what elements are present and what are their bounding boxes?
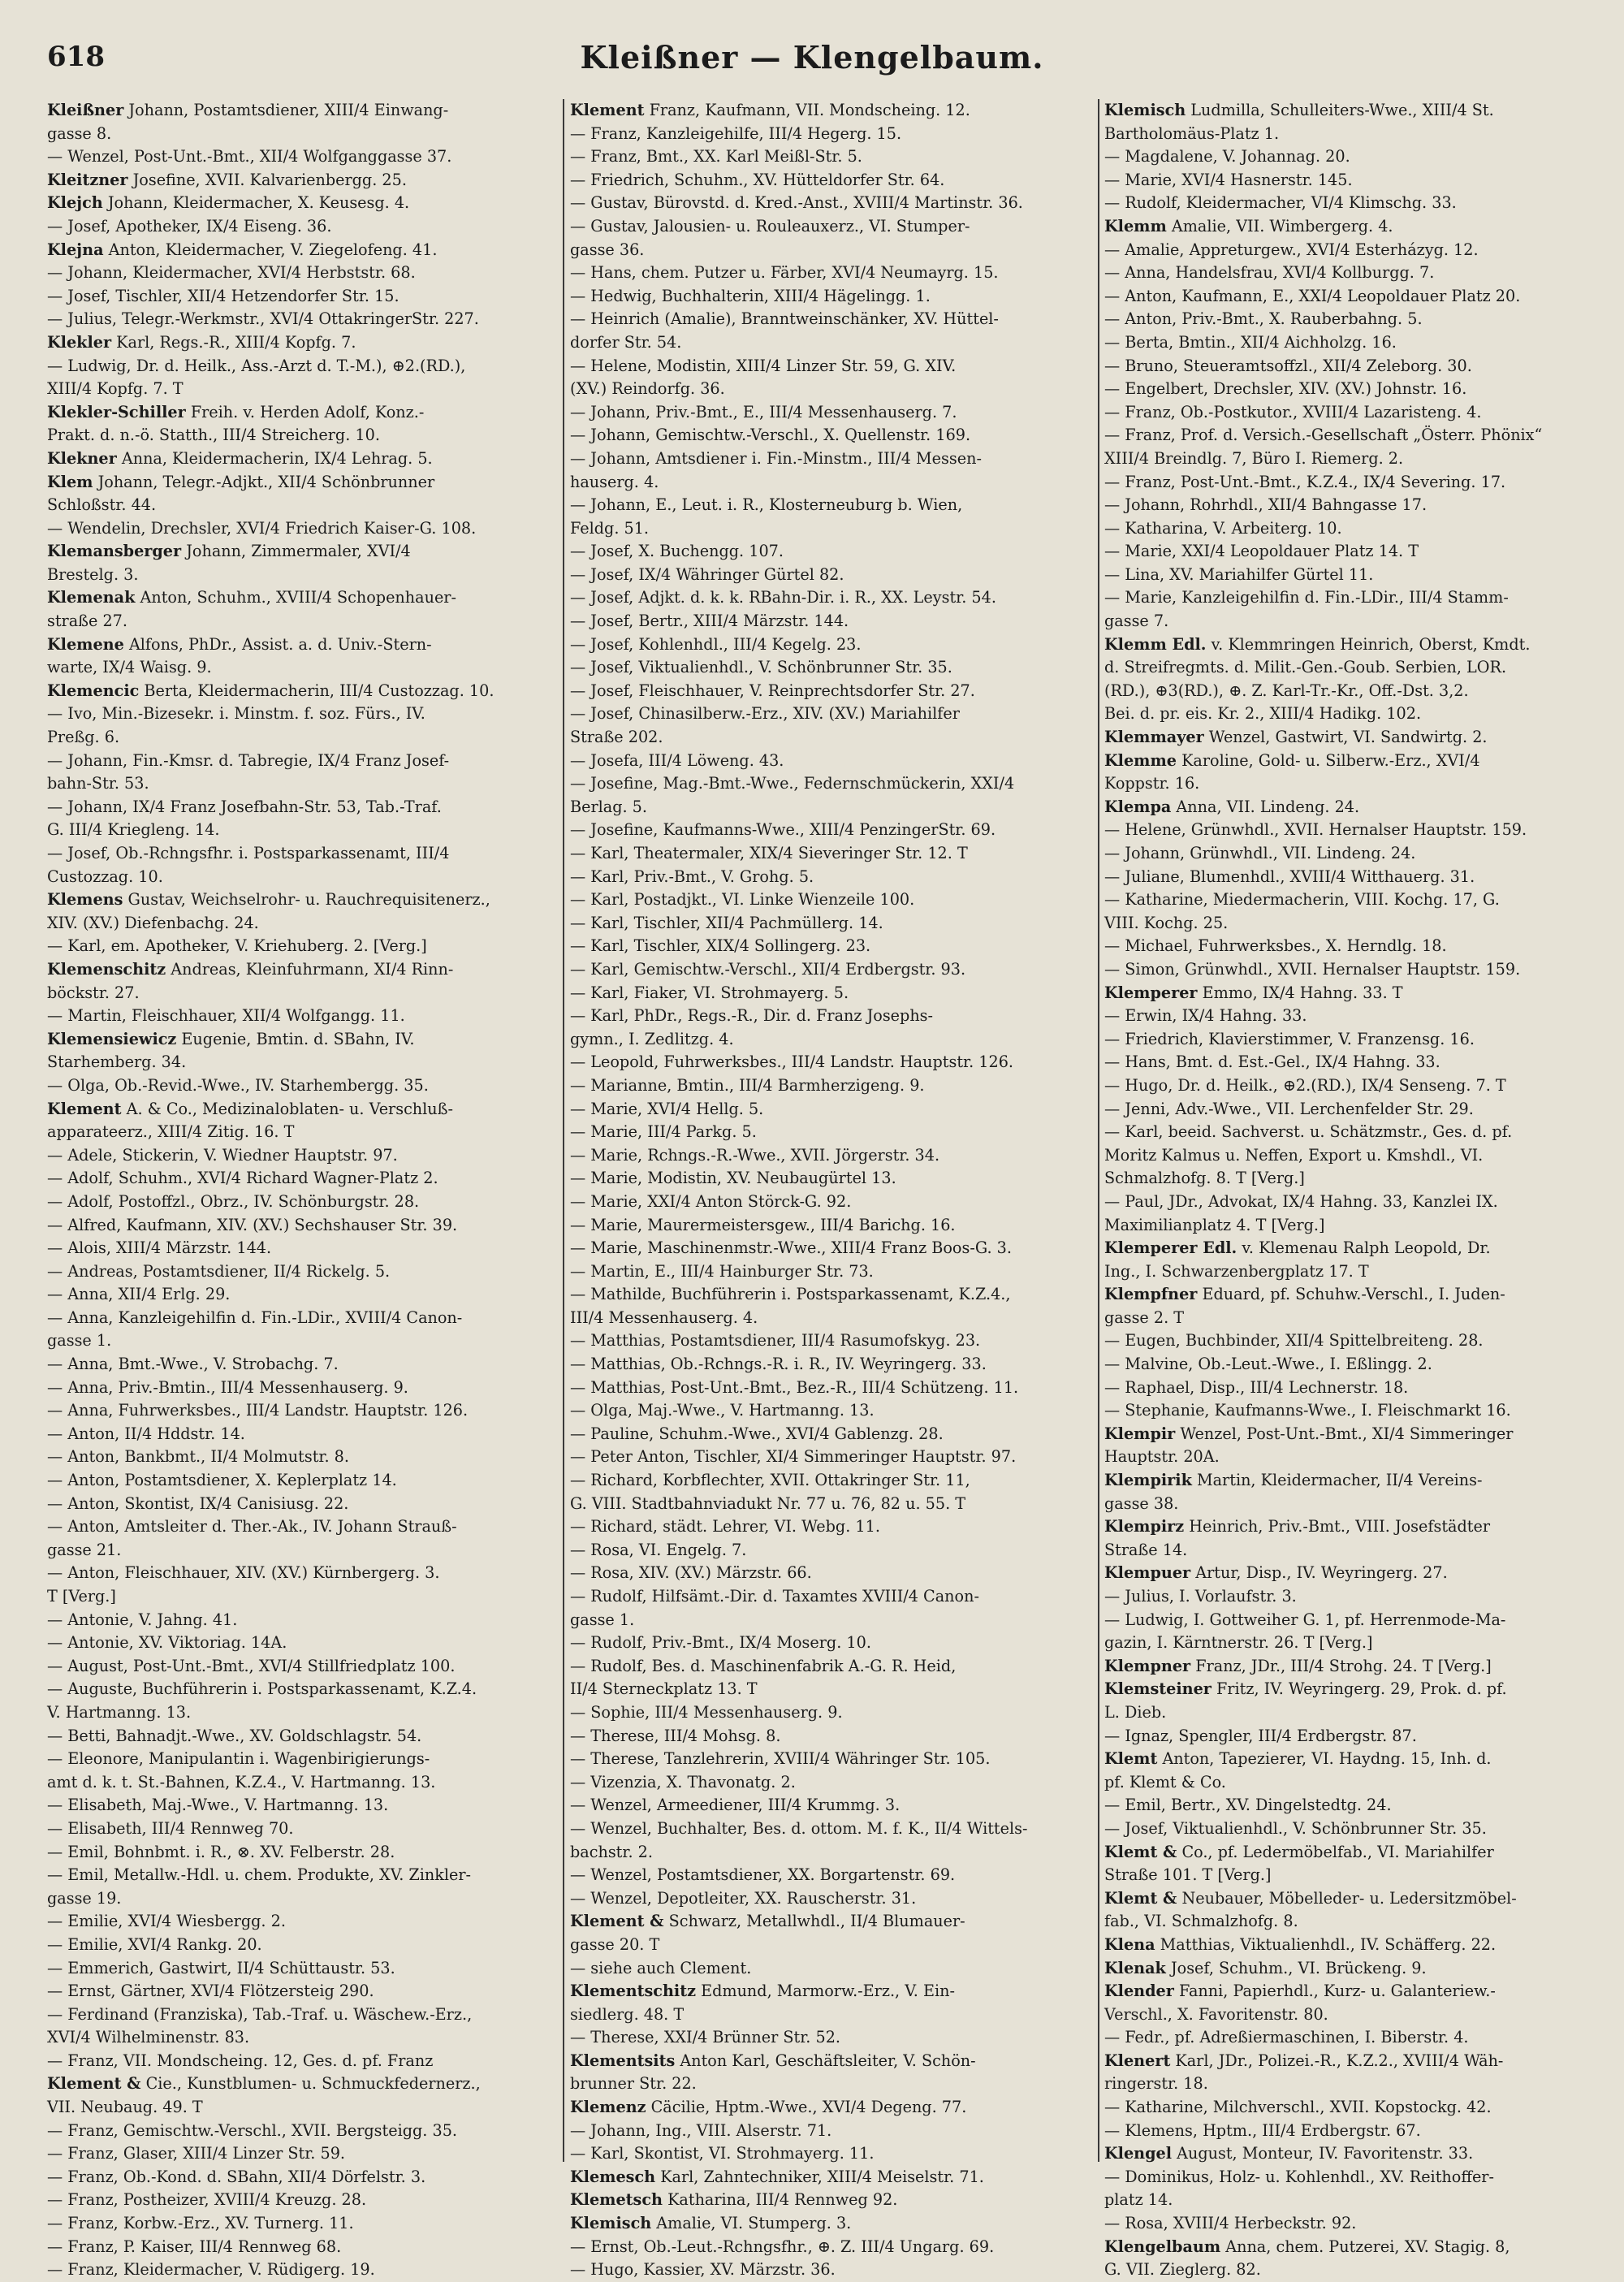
directory-entry-line: Klenert Karl, JDr., Polizei.-R., K.Z.2., XVIII/4 Wäh- — [1104, 2051, 1504, 2070]
directory-entry-line: — Anna, Handelsfrau, XVI/4 Kollburgg. 7. — [1104, 263, 1435, 283]
directory-entry-line: Klemansberger Johann, Zimmermaler, XVI/4 — [47, 542, 411, 561]
directory-entry-line: Maximilianplatz 4. T [Verg.] — [1104, 1215, 1325, 1234]
directory-entry-line: gasse 2. T — [1104, 1307, 1185, 1327]
directory-entry-line: Straße 14. — [1104, 1540, 1188, 1559]
directory-entry-line: Klemsteiner Fritz, IV. Weyringerg. 29, Prok. d. pf. — [1104, 1679, 1507, 1699]
directory-entry-line: — Adele, Stickerin, V. Wiedner Hauptstr. 97. — [47, 1145, 398, 1165]
directory-entry-line: VIII. Kochg. 25. — [1104, 913, 1229, 932]
directory-entry-line: d. Streifregmts. d. Milit.-Gen.-Goub. Serbien, LOR. — [1104, 658, 1507, 677]
directory-entry-line: Klempirik Martin, Kleidermacher, II/4 Vereins- — [1104, 1471, 1483, 1490]
directory-entry-line: — Johann, IX/4 Franz Josefbahn-Str. 53, Tab.-Traf. — [47, 797, 442, 816]
directory-entry-line: gasse 1. — [47, 1331, 112, 1351]
directory-entry-line: (RD.), ⊕3(RD.), ⊕. Z. Karl-Tr.-Kr., Off.-Dst. 3,2. — [1104, 681, 1469, 700]
directory-entry-line: — Marie, XVI/4 Hellg. 5. — [570, 1099, 764, 1118]
directory-entry-line: — Katharina, V. Arbeiterg. 10. — [1104, 518, 1342, 538]
directory-entry-line: — Karl, Theatermaler, XIX/4 Sieveringer Str. 12. T — [570, 844, 968, 862]
directory-entry-line: VII. Neubaug. 49. T — [47, 2098, 203, 2117]
directory-entry-line: — Johann, Amtsdiener i. Fin.-Minstm., III/4 Messen- — [570, 448, 982, 468]
directory-entry-line: — Matthias, Postamtsdiener, III/4 Rasumofskyg. 23. — [570, 1331, 981, 1351]
directory-entry-line: — Josef, Viktualienhdl., V. Schönbrunner Str. 35. — [1104, 1818, 1487, 1838]
directory-entry-line: — Anna, Kanzleigehilfin d. Fin.-LDir., XVIII/4 Canon- — [47, 1307, 463, 1327]
directory-entry-line: — Katharine, Miedermacherin, VIII. Kochg. 17, G. — [1104, 890, 1500, 910]
directory-entry-line: — Therese, Tanzlehrerin, XVIII/4 Währinger Str. 105. — [570, 1749, 991, 1769]
directory-entry-line: Klemens Gustav, Weichselrohr- u. Rauchrequisitenerz., — [47, 890, 490, 910]
directory-entry-line: — Alois, XIII/4 Märzstr. 144. — [47, 1238, 272, 1258]
directory-entry-line: III/4 Messenhauserg. 4. — [570, 1307, 758, 1327]
directory-entry-line: — Berta, Bmtin., XII/4 Aichholzg. 16. — [1104, 332, 1397, 352]
directory-entry-line: G. VIII. Stadtbahnviadukt Nr. 77 u. 76, 82 u. 55. T — [570, 1493, 966, 1513]
directory-entry-line: Preßg. 6. — [47, 728, 120, 747]
directory-entry-line: — Richard, städt. Lehrer, VI. Webg. 11. — [570, 1517, 880, 1536]
directory-entry-line: — Josef, Chinasilberw.-Erz., XIV. (XV.) Mariahilfer — [570, 704, 960, 724]
directory-entry-line: II/4 Sterneckplatz 13. T — [570, 1679, 758, 1699]
directory-entry-line: — Matthias, Post-Unt.-Bmt., Bez.-R., III/4 Schützeng. 11. — [570, 1377, 1019, 1397]
directory-entry-line: — Franz, Korbw.-Erz., XV. Turnerg. 11. — [47, 2214, 354, 2233]
directory-entry-line: Klemmayer Wenzel, Gastwirt, VI. Sandwirtg. 2. — [1104, 728, 1488, 747]
directory-entry-line: — Anna, XII/4 Erlg. 29. — [47, 1285, 231, 1304]
directory-entry-line: — Klemens, Hptm., III/4 Erdbergstr. 67. — [1104, 2120, 1421, 2140]
directory-entry-line: — Engelbert, Drechsler, XIV. (XV.) Johnstr. 16. — [1104, 379, 1467, 399]
directory-entry-line: — Franz, Bmt., XX. Karl Meißl-Str. 5. — [570, 147, 862, 166]
directory-entry-line: — Karl, Priv.-Bmt., V. Grohg. 5. — [570, 867, 814, 886]
directory-entry-line: Klementsits Anton Karl, Geschäftsleiter, V. Schön- — [570, 2051, 976, 2070]
directory-entry-line: — Ignaz, Spengler, III/4 Erdbergstr. 87. — [1104, 1726, 1417, 1745]
directory-entry-line: — Franz, Post-Unt.-Bmt., K.Z.4., IX/4 Severing. 17. — [1104, 472, 1506, 491]
directory-entry-line: — Josefa, III/4 Löweng. 43. — [570, 750, 784, 770]
directory-entry-line: — Olga, Ob.-Revid.-Wwe., IV. Starhembergg. 35. — [47, 1075, 429, 1095]
directory-entry-line: — Gustav, Jalousien- u. Rouleauxerz., VI. Stumper- — [570, 216, 970, 236]
directory-entry-line: dorfer Str. 54. — [570, 332, 682, 352]
directory-entry-line: — Ernst, Gärtner, XVI/4 Flötzersteig 290. — [47, 1982, 374, 2001]
directory-entry-line: — Friedrich, Schuhm., XV. Hütteldorfer Str. 64. — [570, 170, 945, 189]
directory-entry-line: — Karl, Tischler, XIX/4 Sollingerg. 23. — [570, 936, 871, 956]
directory-entry-line: Klempfner Eduard, pf. Schuhw.-Verschl., I. Juden- — [1104, 1285, 1505, 1304]
directory-entry-line: Klemenz Cäcilie, Hptm.-Wwe., XVI/4 Degeng. 77. — [570, 2098, 967, 2117]
directory-entry-line: — Rosa, VI. Engelg. 7. — [570, 1540, 747, 1559]
directory-entry-line: Bei. d. pr. eis. Kr. 2., XIII/4 Hadikg. 102. — [1104, 704, 1422, 724]
directory-entry-line: — Andreas, Postamtsdiener, II/4 Rickelg. 5. — [47, 1261, 391, 1281]
directory-entry-line: — Wenzel, Post-Unt.-Bmt., XII/4 Wolfganggasse 37. — [47, 147, 452, 166]
page-header — [0, 0, 1624, 89]
directory-entry-line: Berlag. 5. — [570, 797, 647, 816]
directory-entry-line: Klempirz Heinrich, Priv.-Bmt., VIII. Josefstädter — [1104, 1517, 1491, 1536]
directory-entry-line: — Rosa, XIV. (XV.) Märzstr. 66. — [570, 1563, 812, 1583]
directory-entry-line: — Emil, Bertr., XV. Dingelstedtg. 24. — [1104, 1796, 1392, 1815]
directory-entry-line: — Friedrich, Klavierstimmer, V. Franzensg. 16. — [1104, 1029, 1475, 1048]
directory-entry-line: Koppstr. 16. — [1104, 774, 1200, 793]
directory-entry-line: — Marie, Maschinenmstr.-Wwe., XIII/4 Franz Boos-G. 3. — [570, 1238, 1012, 1258]
directory-entry-line: — Simon, Grünwhdl., XVII. Hernalser Hauptstr. 159. — [1104, 959, 1521, 979]
directory-entry-line: — Pauline, Schuhm.-Wwe., XVI/4 Gablenzg. 28. — [570, 1424, 944, 1443]
directory-entry-line: Klemt & Neubauer, Möbelleder- u. Ledersitzmöbel- — [1104, 1888, 1517, 1908]
directory-entry-line: Klemenschitz Andreas, Kleinfuhrmann, XI/4 Rinn- — [47, 959, 454, 979]
directory-entry-line: — Johann, Gemischtw.-Verschl., X. Quellenstr. 169. — [570, 426, 971, 445]
directory-entry-line: — Michael, Fuhrwerksbes., X. Herndlg. 18. — [1104, 936, 1447, 956]
directory-entry-line: Klemt Anton, Tapezierer, VI. Haydng. 15, Inh. d. — [1104, 1749, 1492, 1769]
directory-entry-line: — Karl, Tischler, XII/4 Pachmüllerg. 14. — [570, 913, 883, 932]
directory-entry-line: — Marie, XVI/4 Hasnerstr. 145. — [1104, 170, 1353, 189]
directory-entry-line: — Wenzel, Buchhalter, Bes. d. ottom. M. f. K., II/4 Wittels- — [570, 1818, 1028, 1838]
directory-entry-line: XVI/4 Wilhelminenstr. 83. — [47, 2028, 250, 2047]
directory-entry-line: — Rudolf, Kleidermacher, VI/4 Klimschg. 33. — [1104, 193, 1457, 213]
directory-entry-line: Custozzag. 10. — [47, 867, 163, 886]
directory-entry-line: — Emmerich, Gastwirt, II/4 Schüttaustr. 53. — [47, 1958, 395, 1977]
directory-entry-line: — Franz, Postheizer, XVIII/4 Kreuzg. 28. — [47, 2190, 367, 2210]
directory-entry-line: — Richard, Korbflechter, XVII. Ottakringer Str. 11, — [570, 1471, 970, 1490]
directory-entry-line: — Franz, Kleidermacher, V. Rüdigerg. 19. — [47, 2260, 375, 2280]
directory-entry-line: — Franz, Prof. d. Versich.-Gesellschaft „Österr. Phönix“ — [1104, 426, 1543, 445]
directory-entry-line: Klengelbaum Anna, chem. Putzerei, XV. Stagig. 8, — [1104, 2237, 1510, 2256]
directory-entry-line: platz 14. — [1104, 2190, 1173, 2210]
directory-entry-line: — Anton, Skontist, IX/4 Canisiusg. 22. — [47, 1493, 349, 1513]
directory-entry-line: Klemene Alfons, PhDr., Assist. a. d. Univ.-Stern- — [47, 634, 432, 654]
directory-entry-line: — Antonie, V. Jahng. 41. — [47, 1610, 238, 1629]
directory-entry-line: — Emil, Metallw.-Hdl. u. chem. Produkte, XV. Zinkler- — [47, 1865, 471, 1885]
directory-entry-line: — Johann, Fin.-Kmsr. d. Tabregie, IX/4 Franz Josef- — [47, 750, 450, 770]
directory-entry-line: Brestelg. 3. — [47, 564, 139, 584]
directory-entry-line: — Josef, Ob.-Rchngsfhr. i. Postsparkassenamt, III/4 — [47, 844, 450, 862]
directory-entry-line: Straße 101. T [Verg.] — [1104, 1865, 1272, 1885]
directory-entry-line: — Antonie, XV. Viktoriag. 14A. — [47, 1633, 287, 1653]
directory-entry-line: — Adolf, Postoffzl., Obrz., IV. Schönburgstr. 28. — [47, 1191, 420, 1211]
directory-entry-line: bachstr. 2. — [570, 1842, 653, 1861]
directory-entry-line: — Franz, Kanzleigehilfe, III/4 Hegerg. 15. — [570, 123, 902, 143]
directory-entry-line: siedlerg. 48. T — [570, 2004, 685, 2024]
directory-entry-line: — Ferdinand (Franziska), Tab.-Traf. u. Wäschew.-Erz., — [47, 2004, 473, 2024]
directory-entry-line: Klemensiewicz Eugenie, Bmtin. d. SBahn, IV. — [47, 1029, 415, 1048]
directory-entry-line: Klenak Josef, Schuhm., VI. Brückeng. 9. — [1104, 1958, 1427, 1977]
directory-entry-line: V. Hartmanng. 13. — [47, 1702, 192, 1722]
directory-entry-line: Klender Fanni, Papierhdl., Kurz- u. Galanteriew.- — [1104, 1982, 1496, 2001]
directory-entry-line: — Karl, Skontist, VI. Strohmayerg. 11. — [570, 2144, 875, 2163]
directory-entry-line: gasse 36. — [570, 240, 645, 259]
directory-entry-line: — Marie, Kanzleigehilfin d. Fin.-LDir., III/4 Stamm- — [1104, 588, 1509, 607]
directory-entry-line: — Josefine, Mag.-Bmt.-Wwe., Federnschmückerin, XXI/4 — [570, 774, 1015, 793]
directory-entry-line: Klejch Johann, Kleidermacher, X. Keusesg. 4. — [47, 193, 410, 213]
directory-entry-line: Klempuer Artur, Disp., IV. Weyringerg. 27. — [1104, 1563, 1448, 1583]
directory-entry-line: — Heinrich (Amalie), Branntweinschänker, XV. Hüttel- — [570, 309, 999, 329]
directory-entry-line: — Josef, X. Buchengg. 107. — [570, 542, 784, 561]
directory-entry-line: — Stephanie, Kaufmanns-Wwe., I. Fleischmarkt 16. — [1104, 1401, 1511, 1420]
directory-entry-line: Klekler Karl, Regs.-R., XIII/4 Kopfg. 7. — [47, 332, 356, 352]
directory-entry-line: — Mathilde, Buchführerin i. Postsparkassenamt, K.Z.4., — [570, 1285, 1011, 1304]
directory-entry-line: Kleißner Johann, Postamtsdiener, XIII/4 Einwang- — [47, 101, 449, 119]
directory-entry-line: — Franz, Gemischtw.-Verschl., XVII. Bergsteigg. 35. — [47, 2120, 457, 2140]
directory-entry-line: Klement & Schwarz, Metallwhdl., II/4 Blumauer- — [570, 1912, 965, 1931]
directory-entry-line: — Johann, Ing., VIII. Alserstr. 71. — [570, 2120, 832, 2140]
directory-entry-line: — Anton, Amtsleiter d. Ther.-Ak., IV. Johann Strauß- — [47, 1517, 457, 1536]
directory-entry-line: — Katharine, Milchverschl., XVII. Kopstockg. 42. — [1104, 2098, 1492, 2117]
directory-entry-line: — Hedwig, Buchhalterin, XIII/4 Hägelingg. 1. — [570, 286, 931, 305]
directory-entry-line: Klemisch Amalie, VI. Stumperg. 3. — [570, 2214, 852, 2233]
column-divider — [1098, 99, 1099, 2162]
directory-entry-line: — Josef, IX/4 Währinger Gürtel 82. — [570, 564, 844, 584]
directory-entry-line: T [Verg.] — [47, 1587, 116, 1606]
directory-entry-line: — Johann, Rohrhdl., XII/4 Bahngasse 17. — [1104, 495, 1427, 515]
directory-entry-line: Bartholomäus-Platz 1. — [1104, 123, 1280, 143]
directory-entry-line: Klempa Anna, VII. Lindeng. 24. — [1104, 797, 1360, 816]
directory-entry-line: — Karl, PhDr., Regs.-R., Dir. d. Franz Josephs- — [570, 1006, 934, 1026]
directory-entry-line: — Marie, Rchngs.-R.-Wwe., XVII. Jörgerstr. 34. — [570, 1145, 940, 1165]
directory-entry-line: — Matthias, Ob.-Rchngs.-R. i. R., IV. Weyringerg. 33. — [570, 1355, 987, 1374]
directory-entry-line: — Franz, Glaser, XIII/4 Linzer Str. 59. — [47, 2144, 346, 2163]
directory-entry-line: — siehe auch Clement. — [570, 1958, 752, 1977]
directory-entry-line: böckstr. 27. — [47, 983, 140, 1002]
directory-entry-line: Klekler-Schiller Freih. v. Herden Adolf, Konz.- — [47, 402, 425, 421]
directory-entry-line: — Franz, VII. Mondscheing. 12, Ges. d. pf. Franz — [47, 2051, 434, 2070]
directory-entry-line: bahn-Str. 53. — [47, 774, 149, 793]
directory-entry-line: Klemisch Ludmilla, Schulleiters-Wwe., XIII/4 St. — [1104, 101, 1494, 119]
directory-entry-line: Klemperer Edl. v. Klemenau Ralph Leopold, Dr. — [1104, 1238, 1491, 1258]
directory-entry-line: — Therese, XXI/4 Brünner Str. 52. — [570, 2028, 840, 2047]
directory-entry-line: — Ludwig, I. Gottweiher G. 1, pf. Herrenmode-Ma- — [1104, 1610, 1506, 1629]
directory-entry-line: fab., VI. Schmalzhofg. 8. — [1104, 1912, 1298, 1931]
directory-column-1 — [47, 99, 557, 2280]
directory-entry-line: Klempir Wenzel, Post-Unt.-Bmt., XI/4 Simmeringer — [1104, 1424, 1514, 1443]
directory-entry-line: — Bruno, Steueramtsoffzl., XII/4 Zeleborg. 30. — [1104, 356, 1472, 375]
directory-entry-line: gasse 21. — [47, 1540, 122, 1559]
directory-entry-line: — Therese, III/4 Mohsg. 8. — [570, 1726, 781, 1745]
directory-entry-line: — Hans, Bmt. d. Est.-Gel., IX/4 Hahng. 33. — [1104, 1052, 1440, 1072]
directory-entry-line: — Anton, Priv.-Bmt., X. Rauberbahng. 5. — [1104, 309, 1423, 329]
directory-entry-line: Moritz Kalmus u. Neffen, Export u. Kmshdl., VI. — [1104, 1145, 1484, 1165]
directory-entry-line: — Rosa, XVIII/4 Herbeckstr. 92. — [1104, 2214, 1357, 2233]
directory-entry-line: — Rudolf, Priv.-Bmt., IX/4 Moserg. 10. — [570, 1633, 871, 1653]
directory-entry-line: — Josef, Bertr., XIII/4 Märzstr. 144. — [570, 612, 849, 631]
directory-entry-line: Klement A. & Co., Medizinaloblaten- u. Verschluß- — [47, 1099, 453, 1118]
directory-entry-line: Prakt. d. n.-ö. Statth., III/4 Streicherg. 10. — [47, 426, 380, 445]
directory-entry-line: — Marianne, Bmtin., III/4 Barmherzigeng. 9. — [570, 1075, 925, 1095]
directory-entry-line: — Martin, Fleischhauer, XII/4 Wolfgangg. 11. — [47, 1006, 405, 1026]
directory-column-2 — [570, 99, 1093, 2280]
directory-entry-line: — Josef, Adjkt. d. k. k. RBahn-Dir. i. R., XX. Leystr. 54. — [570, 588, 996, 607]
directory-entry-line: Hauptstr. 20A. — [1104, 1447, 1220, 1467]
directory-entry-line: — Emilie, XVI/4 Rankg. 20. — [47, 1934, 262, 1954]
directory-entry-line: Klengel August, Monteur, IV. Favoritenstr. 33. — [1104, 2144, 1474, 2163]
directory-entry-line: — Helene, Grünwhdl., XVII. Hernalser Hauptstr. 159. — [1104, 820, 1527, 840]
directory-entry-line: — Peter Anton, Tischler, XI/4 Simmeringer Hauptstr. 97. — [570, 1447, 1017, 1467]
directory-entry-line: gasse 38. — [1104, 1493, 1179, 1513]
directory-entry-line: gymn., I. Zedlitzg. 4. — [570, 1029, 734, 1048]
directory-entry-line: Klemesch Karl, Zahntechniker, XIII/4 Meiselstr. 71. — [570, 2167, 984, 2186]
directory-entry-line: — Marie, XXI/4 Anton Störck-G. 92. — [570, 1191, 852, 1211]
directory-entry-line: — Josef, Viktualienhdl., V. Schönbrunner Str. 35. — [570, 658, 952, 677]
directory-entry-line: — Erwin, IX/4 Hahng. 33. — [1104, 1006, 1307, 1026]
directory-entry-line: Klemm Amalie, VII. Wimbergerg. 4. — [1104, 216, 1393, 236]
directory-entry-line: gasse 20. T — [570, 1934, 660, 1954]
directory-entry-line: Klemm Edl. v. Klemmringen Heinrich, Oberst, Kmdt. — [1104, 634, 1531, 654]
directory-entry-line: Starhemberg. 34. — [47, 1052, 187, 1072]
directory-entry-line: — Josef, Tischler, XII/4 Hetzendorfer Str. 15. — [47, 286, 400, 305]
directory-entry-line: gasse 7. — [1104, 612, 1169, 631]
directory-entry-line: — Fedr., pf. Adreßiermaschinen, I. Biberstr. 4. — [1104, 2028, 1469, 2047]
page-number: 618 — [47, 41, 105, 73]
directory-entry-line: amt d. k. t. St.-Bahnen, K.Z.4., V. Hartmanng. 13. — [47, 1772, 436, 1791]
directory-entry-line: — Wenzel, Postamtsdiener, XX. Borgartenstr. 69. — [570, 1865, 956, 1885]
directory-entry-line: Klekner Anna, Kleidermacherin, IX/4 Lehrag. 5. — [47, 448, 433, 468]
directory-entry-line: gasse 1. — [570, 1610, 635, 1629]
directory-entry-line: Klement Franz, Kaufmann, VII. Mondscheing. 12. — [570, 101, 970, 119]
directory-entry-line: — Hugo, Kassier, XV. Märzstr. 36. — [570, 2260, 836, 2280]
directory-entry-line: — Marie, III/4 Parkg. 5. — [570, 1122, 757, 1142]
directory-entry-line: — Betti, Bahnadjt.-Wwe., XV. Goldschlagstr. 54. — [47, 1726, 422, 1745]
directory-entry-line: — Hugo, Dr. d. Heilk., ⊕2.(RD.), IX/4 Senseng. 7. T — [1104, 1075, 1506, 1095]
directory-entry-line: — Elisabeth, III/4 Rennweg 70. — [47, 1818, 294, 1838]
directory-entry-line: — Dominikus, Holz- u. Kohlenhdl., XV. Reithoffer- — [1104, 2167, 1494, 2186]
directory-entry-line: — Anton, II/4 Hddstr. 14. — [47, 1424, 245, 1443]
directory-entry-line: G. III/4 Kriegleng. 14. — [47, 820, 220, 840]
directory-entry-line: L. Dieb. — [1104, 1702, 1167, 1722]
directory-entry-line: gasse 8. — [47, 123, 112, 143]
directory-entry-line: (XV.) Reindorfg. 36. — [570, 379, 725, 399]
directory-entry-line: — Josef, Fleischhauer, V. Reinprechtsdorfer Str. 27. — [570, 681, 975, 700]
directory-entry-line: — Jenni, Adv.-Wwe., VII. Lerchenfelder Str. 29. — [1104, 1099, 1474, 1118]
directory-entry-line: Schmalzhofg. 8. T [Verg.] — [1104, 1169, 1305, 1188]
directory-entry-line: — Emilie, XVI/4 Wiesbergg. 2. — [47, 1912, 286, 1931]
directory-entry-line: — Amalie, Appreturgew., XVI/4 Esterházyg. 12. — [1104, 240, 1479, 259]
directory-entry-line: — Julius, I. Vorlaufstr. 3. — [1104, 1587, 1297, 1606]
directory-entry-line: — Alfred, Kaufmann, XIV. (XV.) Sechshauser Str. 39. — [47, 1215, 458, 1234]
directory-entry-line: Verschl., X. Favoritenstr. 80. — [1104, 2004, 1328, 2024]
directory-entry-line: — Franz, Ob.-Postkutor., XVIII/4 Lazaristeng. 4. — [1104, 402, 1482, 421]
directory-entry-line: — Adolf, Schuhm., XVI/4 Richard Wagner-Platz 2. — [47, 1169, 438, 1188]
directory-entry-line: — Karl, em. Apotheker, V. Kriehuberg. 2. [Verg.] — [47, 936, 427, 956]
directory-entry-line: brunner Str. 22. — [570, 2074, 697, 2094]
directory-entry-line: — Raphael, Disp., III/4 Lechnerstr. 18. — [1104, 1377, 1409, 1397]
directory-entry-line: pf. Klemt & Co. — [1104, 1772, 1226, 1791]
directory-entry-line: — Ludwig, Dr. d. Heilk., Ass.-Arzt d. T.-M.), ⊕2.(RD.), — [47, 356, 466, 375]
directory-entry-line: — Johann, E., Leut. i. R., Klosterneuburg b. Wien, — [570, 495, 963, 515]
directory-entry-line: — Magdalene, V. Johannag. 20. — [1104, 147, 1350, 166]
directory-entry-line: — Karl, Fiaker, VI. Strohmayerg. 5. — [570, 983, 849, 1002]
directory-entry-line: — Martin, E., III/4 Hainburger Str. 73. — [570, 1261, 874, 1281]
directory-entry-line: — Johann, Priv.-Bmt., E., III/4 Messenhauserg. 7. — [570, 402, 957, 421]
directory-entry-line: — Leopold, Fuhrwerksbes., III/4 Landstr. Hauptstr. 126. — [570, 1052, 1014, 1072]
directory-entry-line: Klena Matthias, Viktualienhdl., IV. Schäfferg. 22. — [1104, 1934, 1497, 1954]
directory-column-3 — [1104, 99, 1608, 2280]
directory-entry-line: — Johann, Grünwhdl., VII. Lindeng. 24. — [1104, 844, 1416, 862]
directory-entry-line: — Rudolf, Bes. d. Maschinenfabrik A.-G. R. Heid, — [570, 1656, 957, 1675]
directory-entry-line: — Anton, Postamtsdiener, X. Keplerplatz 14. — [47, 1471, 397, 1490]
directory-entry-line: Feldg. 51. — [570, 518, 650, 538]
directory-entry-line: — Marie, Maurermeistersgew., III/4 Barichg. 16. — [570, 1215, 956, 1234]
directory-entry-line: — Eleonore, Manipulantin i. Wagenbirigierungs- — [47, 1749, 430, 1769]
directory-entry-line: G. VII. Zieglerg. 82. — [1104, 2260, 1261, 2280]
directory-entry-line: Klement & Cie., Kunstblumen- u. Schmuckfedernerz., — [47, 2074, 481, 2094]
directory-entry-line: — Anna, Fuhrwerksbes., III/4 Landstr. Hauptstr. 126. — [47, 1401, 469, 1420]
directory-entry-line: — Wendelin, Drechsler, XVI/4 Friedrich Kaiser-G. 108. — [47, 518, 477, 538]
directory-entry-line: — Rudolf, Hilfsämt.-Dir. d. Taxamtes XVIII/4 Canon- — [570, 1587, 979, 1606]
directory-entry-line: hauserg. 4. — [570, 472, 659, 491]
directory-entry-line: — Gustav, Bürovstd. d. Kred.-Anst., XVIII/4 Martinstr. 36. — [570, 193, 1023, 213]
directory-entry-line: Kleitzner Josefine, XVII. Kalvarienbergg. 25. — [47, 170, 407, 189]
directory-entry-line: — Josef, Apotheker, IX/4 Eiseng. 36. — [47, 216, 332, 236]
directory-entry-line: — Anton, Bankbmt., II/4 Molmutstr. 8. — [47, 1447, 349, 1467]
directory-entry-line: — Olga, Maj.-Wwe., V. Hartmanng. 13. — [570, 1401, 875, 1420]
directory-entry-line: Klempner Franz, JDr., III/4 Strohg. 24. T [Verg.] — [1104, 1656, 1492, 1675]
directory-entry-line: — Josef, Kohlenhdl., III/4 Kegelg. 23. — [570, 634, 862, 654]
directory-entry-line: — Karl, beeid. Sachverst. u. Schätzmstr., Ges. d. pf. — [1104, 1122, 1513, 1142]
directory-entry-line: — Sophie, III/4 Messenhauserg. 9. — [570, 1702, 843, 1722]
directory-entry-line: Schloßstr. 44. — [47, 495, 157, 515]
directory-entry-line: — Marie, Modistin, XV. Neubaugürtel 13. — [570, 1169, 896, 1188]
directory-entry-line: — Franz, Ob.-Kond. d. SBahn, XII/4 Dörfelstr. 3. — [47, 2167, 426, 2186]
directory-entry-line: Klejna Anton, Kleidermacher, V. Ziegelofeng. 41. — [47, 240, 438, 259]
directory-entry-line: — Malvine, Ob.-Leut.-Wwe., I. Eßlingg. 2. — [1104, 1355, 1432, 1374]
directory-entry-line: gasse 19. — [47, 1888, 122, 1908]
directory-entry-line: — Vizenzia, X. Thavonatg. 2. — [570, 1772, 796, 1791]
directory-entry-line: Klemenak Anton, Schuhm., XVIII/4 Schopenhauer- — [47, 588, 456, 607]
column-divider — [563, 99, 564, 2162]
directory-entry-line: — Ivo, Min.-Bizesekr. i. Minstm. f. soz. Fürs., IV. — [47, 704, 425, 724]
directory-entry-line: Klemme Karoline, Gold- u. Silberw.-Erz., XVI/4 — [1104, 750, 1480, 770]
directory-entry-line: — Emil, Bohnbmt. i. R., ⊗. XV. Felberstr. 28. — [47, 1842, 395, 1861]
directory-entry-line: — Ernst, Ob.-Leut.-Rchngsfhr., ⊕. Z. III/4 Ungarg. 69. — [570, 2237, 995, 2256]
directory-entry-line: apparateerz., XIII/4 Zitig. 16. T — [47, 1122, 295, 1142]
directory-entry-line: — Lina, XV. Mariahilfer Gürtel 11. — [1104, 564, 1374, 584]
directory-entry-line: — Karl, Postadjkt., VI. Linke Wienzeile 100. — [570, 890, 915, 910]
directory-entry-line: — Helene, Modistin, XIII/4 Linzer Str. 59, G. XIV. — [570, 356, 957, 375]
directory-entry-line: — Julius, Telegr.-Werkmstr., XVI/4 OttakringerStr. 227. — [47, 309, 479, 329]
directory-entry-line: — Anna, Priv.-Bmtin., III/4 Messenhauserg. 9. — [47, 1377, 408, 1397]
directory-entry-line: Klem Johann, Telegr.-Adjkt., XII/4 Schönbrunner — [47, 472, 435, 491]
directory-entry-line: — Johann, Kleidermacher, XVI/4 Herbststr. 68. — [47, 263, 416, 283]
directory-entry-line: — Wenzel, Armeediener, III/4 Krummg. 3. — [570, 1796, 901, 1815]
directory-entry-line: — Eugen, Buchbinder, XII/4 Spittelbreiteng. 28. — [1104, 1331, 1484, 1351]
directory-entry-line: — Anton, Fleischhauer, XIV. (XV.) Kürnbergerg. 3. — [47, 1563, 440, 1583]
directory-entry-line: Klemt & Co., pf. Ledermöbelfab., VI. Mariahilfer — [1104, 1842, 1494, 1861]
directory-entry-line: — Anna, Bmt.-Wwe., V. Strobachg. 7. — [47, 1355, 339, 1374]
directory-entry-line: Klemetsch Katharina, III/4 Rennweg 92. — [570, 2190, 898, 2210]
directory-entry-line: — Hans, chem. Putzer u. Färber, XVI/4 Neumayrg. 15. — [570, 263, 999, 283]
directory-entry-line: Klemperer Emmo, IX/4 Hahng. 33. T — [1104, 983, 1403, 1002]
directory-entry-line: Klemencic Berta, Kleidermacherin, III/4 Custozzag. 10. — [47, 681, 495, 700]
directory-entry-line: ringerstr. 18. — [1104, 2074, 1208, 2094]
directory-entry-line: — August, Post-Unt.-Bmt., XVI/4 Stillfriedplatz 100. — [47, 1656, 456, 1675]
directory-entry-line: — Elisabeth, Maj.-Wwe., V. Hartmanng. 13. — [47, 1796, 389, 1815]
page-title: Kleißner — Klengelbaum. — [580, 39, 1044, 76]
directory-entry-line: — Wenzel, Depotleiter, XX. Rauscherstr. 31. — [570, 1888, 917, 1908]
directory-entry-line: straße 27. — [47, 612, 127, 631]
directory-entry-line: — Anton, Kaufmann, E., XXI/4 Leopoldauer Platz 20. — [1104, 286, 1521, 305]
directory-entry-line: Ing., I. Schwarzenbergplatz 17. T — [1104, 1261, 1369, 1281]
directory-entry-line: — Paul, JDr., Advokat, IX/4 Hahng. 33, Kanzlei IX. — [1104, 1191, 1498, 1211]
directory-entry-line: — Marie, XXI/4 Leopoldauer Platz 14. T — [1104, 542, 1419, 561]
directory-entry-line: warte, IX/4 Waisg. 9. — [47, 658, 212, 677]
directory-entry-line: — Auguste, Buchführerin i. Postsparkassenamt, K.Z.4. — [47, 1679, 477, 1699]
directory-entry-line: — Juliane, Blumenhdl., XVIII/4 Witthauerg. 31. — [1104, 867, 1475, 886]
directory-entry-line: gazin, I. Kärntnerstr. 26. T [Verg.] — [1104, 1633, 1373, 1653]
directory-entry-line: — Josefine, Kaufmanns-Wwe., XIII/4 PenzingerStr. 69. — [570, 820, 996, 840]
directory-entry-line: XIII/4 Kopfg. 7. T — [47, 379, 184, 399]
directory-entry-line: Straße 202. — [570, 728, 663, 747]
directory-entry-line: Klementschitz Edmund, Marmorw.-Erz., V. Ein- — [570, 1982, 955, 2001]
directory-entry-line: XIII/4 Breindlg. 7, Büro I. Riemerg. 2. — [1104, 448, 1404, 468]
directory-entry-line: — Franz, P. Kaiser, III/4 Rennweg 68. — [47, 2237, 342, 2256]
directory-entry-line: — Karl, Gemischtw.-Verschl., XII/4 Erdbergstr. 93. — [570, 959, 966, 979]
directory-entry-line: XIV. (XV.) Diefenbachg. 24. — [47, 913, 259, 932]
